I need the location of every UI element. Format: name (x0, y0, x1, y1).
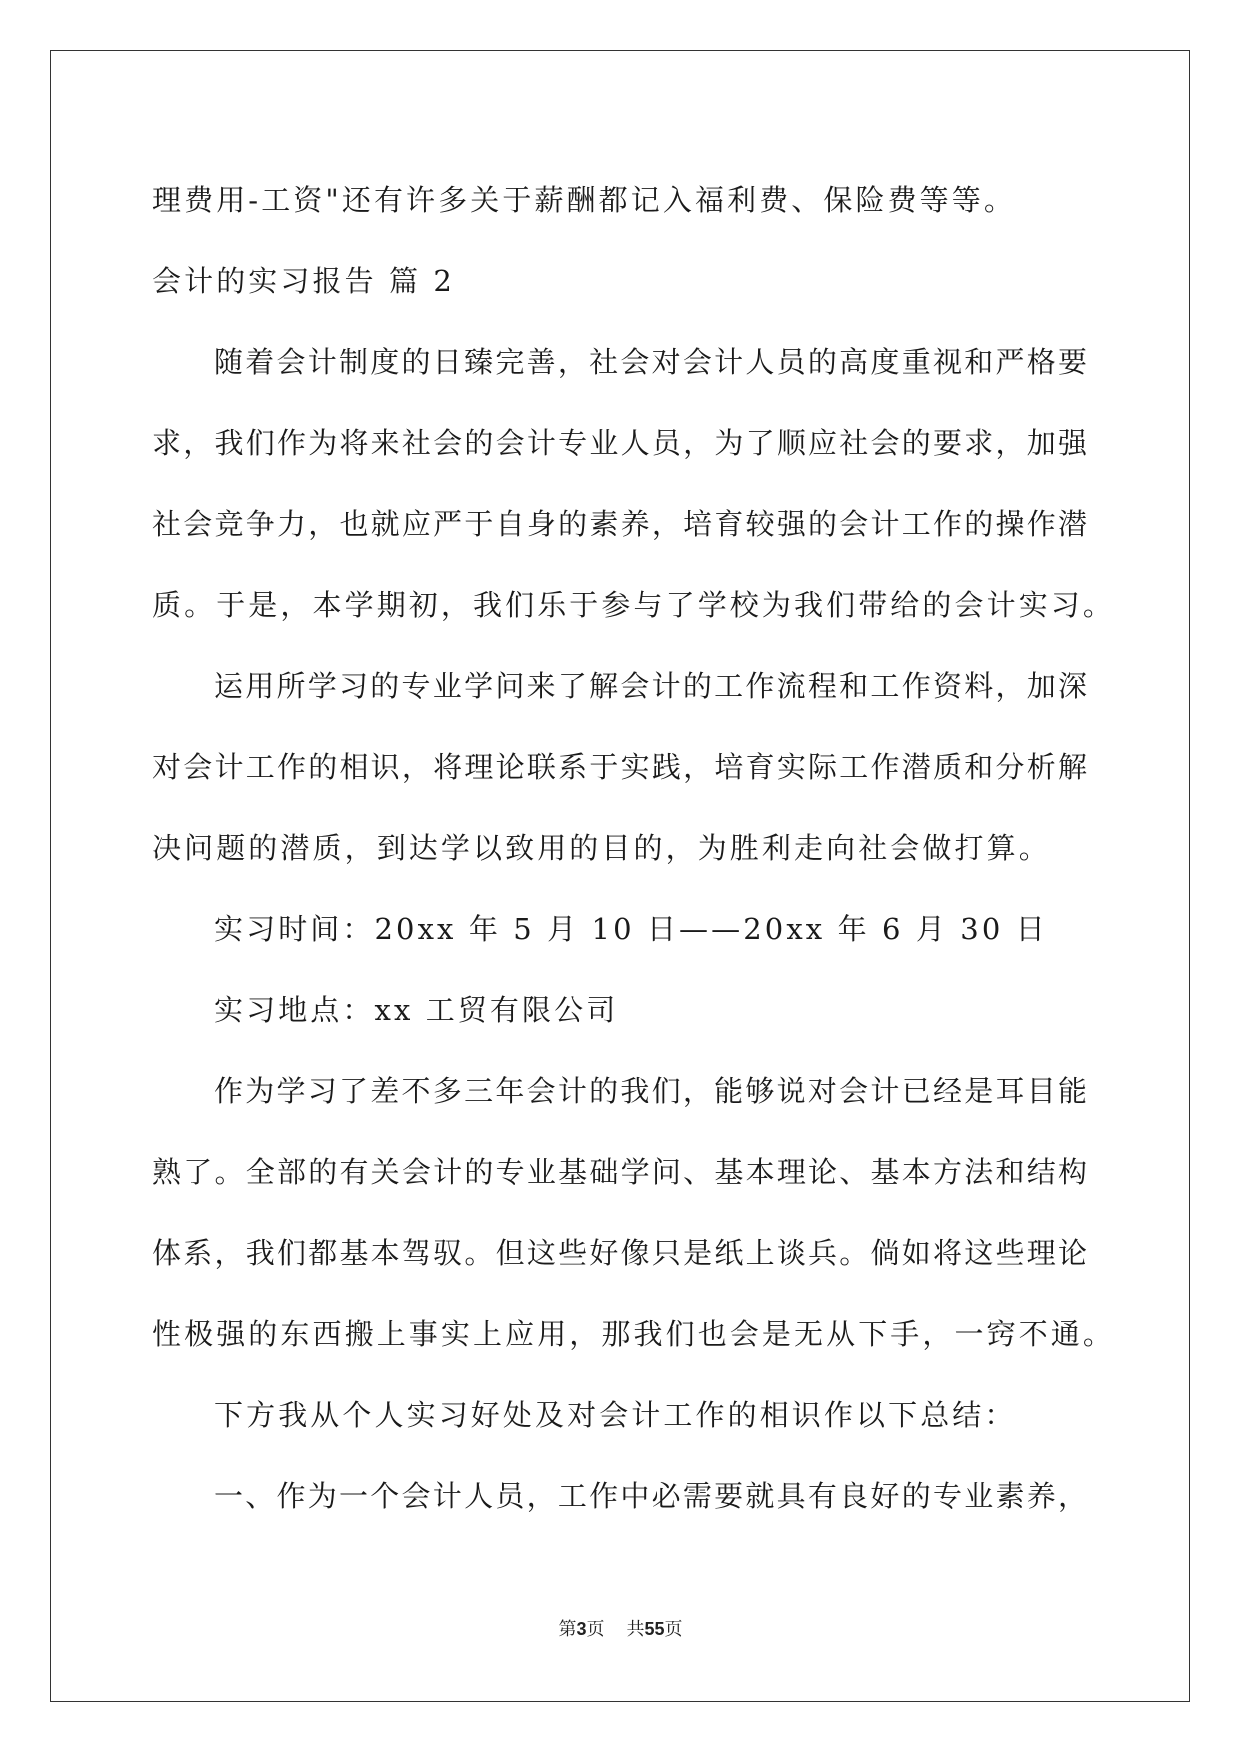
page-number: 3 (576, 1619, 587, 1639)
text-line: 理费用-工资"还有许多关于薪酬都记入福利费、保险费等等。 (152, 183, 1016, 217)
page-prefix: 第 (558, 1619, 577, 1640)
text-line: 运用所学习的专业学问来了解会计的工作流程和工作资料，加深 (214, 669, 1087, 703)
text-line: 体系，我们都基本驾驭。但这些好像只是纸上谈兵。倘如将这些理论 (152, 1236, 1087, 1270)
text-line: 对会计工作的相识，将理论联系于实践，培育实际工作潜质和分析解 (152, 750, 1087, 784)
text-line: 随着会计制度的日臻完善，社会对会计人员的高度重视和严格要 (214, 345, 1087, 379)
total-pages: 55 (644, 1619, 665, 1639)
text-line: 质。于是，本学期初，我们乐于参与了学校为我们带给的会计实习。 (152, 588, 1116, 622)
total-suffix: 页 (664, 1619, 683, 1640)
text-line: 一、作为一个会计人员，工作中必需要就具有良好的专业素养， (214, 1479, 1087, 1513)
section-heading: 会计的实习报告 篇 2 (152, 264, 455, 298)
internship-period: 实习时间：20xx 年 5 月 10 日——20xx 年 6 月 30 日 (214, 912, 1048, 946)
text-line: 作为学习了差不多三年会计的我们，能够说对会计已经是耳目能 (214, 1074, 1087, 1108)
text-line: 决问题的潜质，到达学以致用的目的，为胜利走向社会做打算。 (152, 831, 1051, 865)
page-footer (0, 1617, 1241, 1642)
text-line: 社会竞争力，也就应严于自身的素养，培育较强的会计工作的操作潜 (152, 507, 1087, 541)
text-line: 下方我从个人实习好处及对会计工作的相识作以下总结： (214, 1398, 1017, 1432)
page-suffix: 页 (586, 1619, 605, 1640)
total-prefix: 共 (626, 1619, 645, 1640)
text-line: 熟了。全部的有关会计的专业基础学问、基本理论、基本方法和结构 (152, 1155, 1087, 1189)
internship-location: 实习地点：xx 工贸有限公司 (214, 993, 619, 1027)
text-line: 性极强的东西搬上事实上应用，那我们也会是无从下手，一窍不通。 (152, 1317, 1116, 1351)
text-line: 求，我们作为将来社会的会计专业人员，为了顺应社会的要求，加强 (152, 426, 1087, 460)
document-body (152, 160, 1116, 1537)
